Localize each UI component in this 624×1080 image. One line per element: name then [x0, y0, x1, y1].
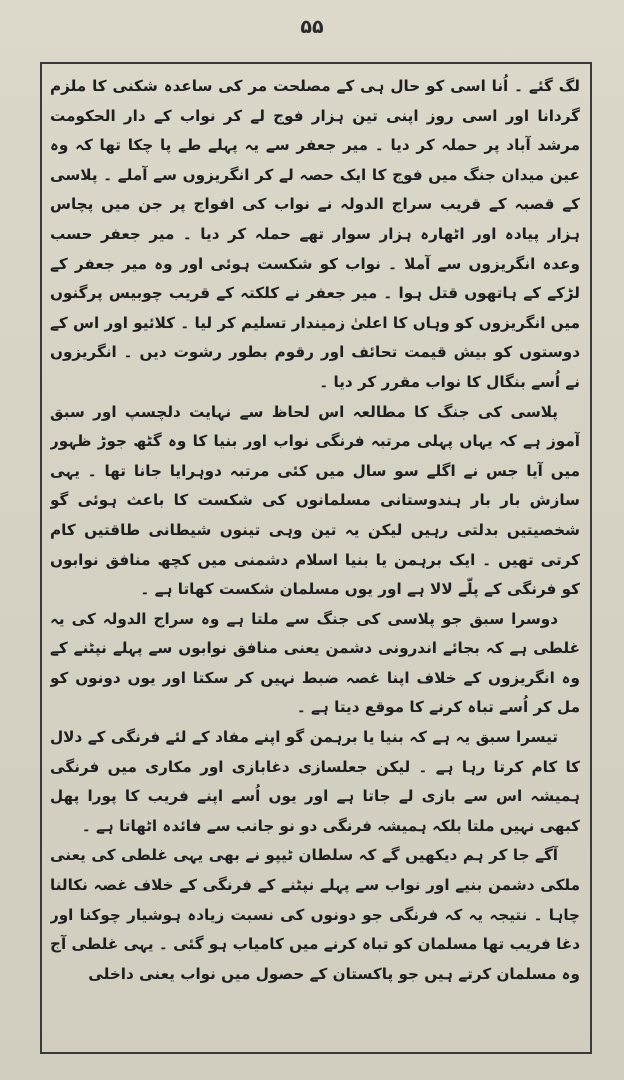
paragraph-4: تیسرا سبق یہ ہے کہ بنیا یا برہمن گو اپنے مفاد کے لئے فرنگی کے دلال کا کام کرتا رہا ہے ۔ لیکن جعلسازی دغابازی اور مکاری میں فرنگی ہمیشہ اس سے بازی لے جاتا ہے اور یوں اُسے اپنے فریب کا پورا پھل کبھی نہیں ملتا بلکہ ہمیشہ فرنگی دو نو جانب سے فائدہ اٹھاتا ہے ۔	[50, 728, 580, 835]
page-number: ۵۵	[300, 16, 324, 38]
paragraph-3: دوسرا سبق جو پلاسی کی جنگ سے ملتا ہے وہ سراج الدولہ کی یہ غلطی ہے کہ بجائے اندرونی دشمن یعنی منافق نوابوں سے پہلے نپٹنے کے وہ انگریزوں کے خلاف اپنا غصہ ضبط نہیں کر سکتا اور یوں دونوں کو مل کر اُسے تباہ کرنے کا موقع دیتا ہے ۔	[50, 609, 580, 717]
paragraph-2: پلاسی کی جنگ کا مطالعہ اس لحاظ سے نہایت دلچسپ اور سبق آموز ہے کہ یہاں پہلی مرتبہ فرنگی نواب اور بنیا کا وہ گٹھ جوڑ ظہور میں آیا جس نے اگلے سو سال میں کئی مرتبہ دوہرایا جانا تھا ۔ یہی سازش بار بار ہندوستانی مسلمانوں کی شکست کا باعث ہوئی گو شخصیتیں بدلتی رہیں لیکن یہ تین وہی تینوں شیطانی طاقتیں کام کرتی تھیں ۔ ایک برہمن یا بنیا اسلام دشمنی میں کچھ منافق نوابوں کو فرنگی کے پلّے لالا ہے اور یوں مسلمان شکست کھاتا ہے ۔	[50, 402, 580, 599]
body-text	[50, 72, 580, 1047]
paragraph-5: آگے جا کر ہم دیکھیں گے کہ سلطان ٹیپو نے بھی یہی غلطی کی یعنی ملکی دشمن بنیے اور نواب سے پہلے نپٹنے کے فرنگی کے خلاف غصہ نکالنا چاہا ۔ نتیجہ یہ کہ فرنگی جو دونوں کی نسبت زیادہ ہوشیار چوکنا اور دغا فریب تھا مسلمان کو تباہ کرنے میں کامیاب ہو گئی ۔ یہی غلطی آج وہ مسلمان کرتے ہیں جو پاکستان کے حصول میں نواب یعنی داخلی	[50, 846, 580, 983]
paragraph-1: لگ گئے ۔ اُنا اسی کو حال ہی کے مصلحت مر کی ساعدہ شکنی کا ملزم گردانا اور اسی روز اپنی تین ہزار فوج لے کر نواب کے دار الحکومت مرشد آباد پر حملہ کر دیا ۔ میر جعفر سے یہ پہلے طے پا چکا تھا کہ وہ عین میدان جنگ میں فوج کا ایک حصہ لے کر انگریزوں سے آملے ۔ پلاسی کے قصبہ کے قریب سراج الدولہ نے نواب کی افواج پر جن میں پچاس ہزار پیادہ اور اٹھارہ ہزار سوار تھے حملہ کر دیا ۔ میر جعفر حسب وعدہ انگریزوں سے آملا ۔ نواب کو شکست ہوئی اور وہ میر جعفر کے لڑکے کے ہاتھوں قتل ہوا ۔ میر جعفر نے کلکتہ کے قریب چوبیس پرگنوں میں انگریزوں کو وہاں کا اعلیٰ زمیندار تسلیم کر لیا ۔ کلائیو اور اس کے دوستوں کو بیش قیمت تحائف اور رقوم بطور رشوت دیں ۔ انگریزوں نے اُسے بنگال کا نواب مقرر کر دیا ۔	[50, 77, 580, 391]
